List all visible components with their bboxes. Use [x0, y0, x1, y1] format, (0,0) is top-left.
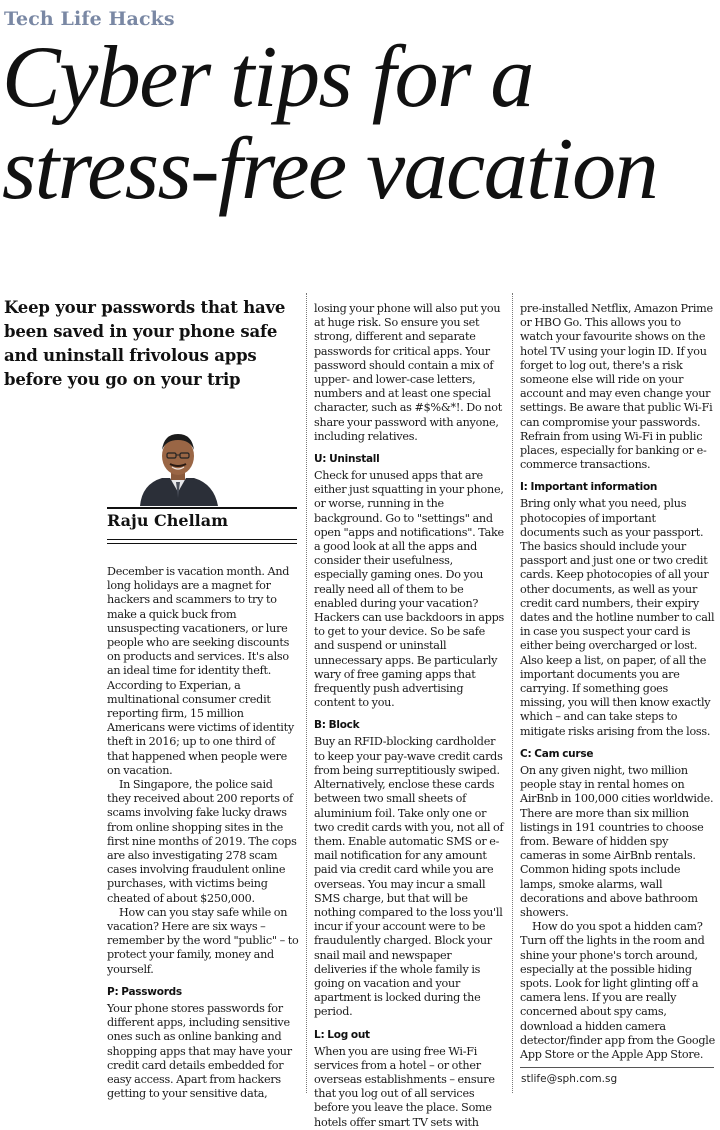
article-column-2 — [314, 302, 506, 1130]
body-paragraph: How can you stay safe while on vacation? Here are six ways – remember by the word "public" – to protect your family, money and yourself. — [107, 905, 299, 976]
subheading-cam-curse: C: Cam curse — [520, 747, 594, 760]
body-paragraph: How do you spot a hidden cam? Turn off the lights in the room and shine your phone's torch around, especially at the possible hiding spots. Look for light glinting off a camera lens. If you are really concerned about spy cams, download a hidden camera detector/finder app from the Google App Store or the Apple App Store. — [520, 920, 715, 1061]
column-divider — [512, 293, 513, 1093]
section-kicker: Tech Life Hacks — [4, 8, 175, 30]
article-column-3 — [520, 302, 716, 1062]
body-paragraph: Buy an RFID-blocking cardholder to keep your pay-wave credit cards from being surreptitiously swiped. Alternatively, enclose these cards between two small sheets of aluminium foil. Take only one or two credit cards with you, not all of them. Enable automatic SMS or e-mail notification for any amount paid via credit card while you are overseas. You may incur a small SMS charge, but that will be nothing compared to the loss you'll incur if your account were to be fraudulently charged. Block your snail mail and newspaper deliveries if the whole family is going on vacation and your apartment is locked during the period. — [314, 735, 504, 1019]
standfirst: Keep your passwords that have been saved in your phone safe and uninstall frivolous apps before you go on your trip — [4, 298, 286, 389]
body-paragraph: In Singapore, the police said they received about 200 reports of scams involving fake lucky draws from online shopping sites in the first nine months of 2019. The cops are also investigating 278 scam cases involving fraudulent online purchases, with victims being cheated of about $250,000. — [107, 778, 297, 905]
subheading-log-out: L: Log out — [314, 1028, 370, 1041]
headline — [2, 29, 718, 218]
subheading-important-information: I: Important information — [520, 481, 658, 494]
email-rule — [520, 1067, 714, 1068]
body-paragraph: December is vacation month. And long holidays are a magnet for hackers and scammers to try to make a quick buck from unsuspecting vacationers, or lure people who are seeking discounts on products and services. It's also an ideal time for identity theft. According to Experian, a multinational consumer credit reporting firm, 15 million Americans were victims of identity theft in 2016; up to one third of that happened when people were on vacation. — [107, 565, 294, 777]
subheading-block: B: Block — [314, 719, 360, 732]
body-paragraph: On any given night, two million people stay in rental homes on AirBnb in 100,000 cities worldwide. There are more than six million listings in 191 countries to choose from. Beware of hidden spy cameras in some AirBnb rentals. Common hiding spots include lamps, smoke alarms, wall decorations and above bathroom showers. — [520, 763, 714, 919]
article-column-1 — [107, 565, 299, 1101]
author-photo — [134, 426, 222, 506]
author-portrait-icon — [134, 426, 222, 506]
author-rule-bottom — [107, 539, 297, 540]
author-rule-bottom-double — [107, 543, 297, 544]
headline-line-1: Cyber tips for a — [2, 29, 533, 126]
body-paragraph: losing your phone will also put you at huge risk. So ensure you set strong, different and separate passwords for critical apps. Your password should contain a mix of upper- and lower-case letters, numbers and at least one special character, such as #$%&*!. Do not share your password with anyone, including relatives. — [314, 302, 502, 443]
body-paragraph: Check for unused apps that are either just squatting in your phone, or worse, running in the background. Go to "settings" and open "apps and notifications". Take a good look at all the apps and consider their usefulness, especially gaming ones. Do you really need all of them to be enabled during your vacation? Hackers can use backdoors in apps to get to your device. So be safe and suspend or uninstall unnecessary apps. Be particularly wary of free gaming apps that frequently push advertising content to you. — [314, 469, 505, 710]
body-paragraph: When you are using free Wi-Fi services from a hotel – or other overseas establishments – ensure that you log out of all services before you leave the place. Some hotels offer smart TV sets with — [314, 1044, 495, 1129]
column-divider — [306, 293, 307, 1093]
body-paragraph: Bring only what you need, plus photocopies of important documents such as your passport. The basics should include your passport and just one or two credit cards. Keep photocopies of all your other documents, as well as your credit card numbers, their expiry dates and the hotline number to call in case you suspect your card is either being overcharged or lost. Also keep a list, on paper, of all the important documents you are carrying. If something goes missing, you will then know exactly which – and can take steps to mitigate risks arising from the loss. — [520, 497, 715, 738]
author-rule-top — [107, 507, 297, 509]
headline-line-2: stress-free vacation — [2, 121, 658, 218]
author-byline: Raju Chellam — [107, 511, 229, 530]
subheading-uninstall: U: Uninstall — [314, 453, 380, 466]
body-paragraph: Your phone stores passwords for different apps, including sensitive ones such as online banking and shopping apps that may have your credit card details embedded for easy access. Apart from hackers getting to your sensitive data, — [107, 1001, 292, 1101]
body-paragraph: pre-installed Netflix, Amazon Prime or HBO Go. This allows you to watch your favourite shows on the hotel TV using your login ID. If you forget to log out, there's a risk someone else will ride on your account and may even change your settings. Be aware that public Wi-Fi can compromise your passwords. Refrain from using Wi-Fi in public places, especially for banking or e-commerce transactions. — [520, 302, 713, 472]
author-email: stlife@sph.com.sg — [521, 1073, 618, 1085]
subheading-passwords: P: Passwords — [107, 985, 182, 998]
